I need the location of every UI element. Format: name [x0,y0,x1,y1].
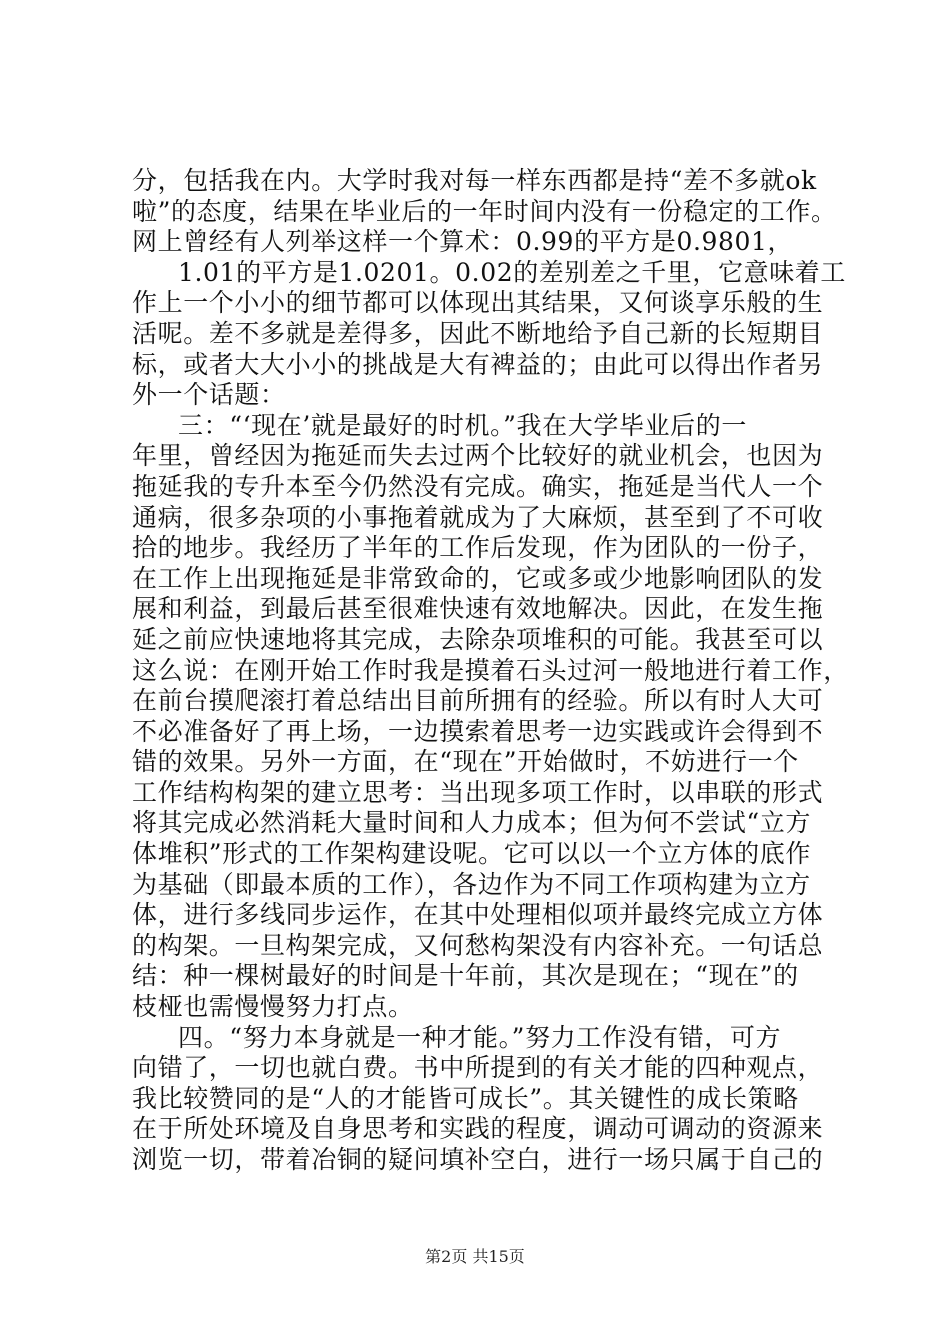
text-line: 活呢。差不多就是差得多，因此不断地给予自己新的长短期目 [132,318,824,348]
text-line: 错的效果。另外一方面，在“现在”开始做时，不妨进行一个 [132,747,799,777]
text-line: 这么说：在刚开始工作时我是摸着石头过河一般地进行着工作， [132,655,849,685]
text-line: 不必准备好了再上场，一边摸索着思考一边实践或许会得到不 [132,716,824,746]
text-line: 的构架。一旦构架完成，又何愁构架没有内容补充。一句话总 [132,930,824,960]
text-line: 体堆积”形式的工作架构建设呢。它可以以一个立方体的底作 [132,839,811,869]
text-line: 延之前应快速地将其完成，去除杂项堆积的可能。我甚至可以 [132,624,824,654]
text-line: 在工作上出现拖延是非常致命的，它或多或少地影响团队的发 [132,563,824,593]
text-line: 向错了，一切也就白费。书中所提到的有关才能的四种观点， [132,1053,824,1083]
text-line: 工作结构构架的建立思考：当出现多项工作时，以串联的形式 [132,777,824,807]
text-line: 作上一个小小的细节都可以体现出其结果，又何谈享乐般的生 [132,288,824,318]
text-line: 在前台摸爬滚打着总结出目前所拥有的经验。所以有时人大可 [132,686,824,716]
text-line: 浏览一切，带着冶铜的疑问填补空白，进行一场只属于自己的 [132,1145,824,1174]
text-line: 结：种一棵树最好的时间是十年前，其次是现在；“现在”的 [132,961,799,991]
text-line: 三：“‘现在’就是最好的时机。”我在大学毕业后的一 [178,410,747,440]
text-line: 1.01的平方是1.0201。0.02的差别差之千里，它意味着工 [178,257,847,287]
text-line: 展和利益，到最后甚至很难快速有效地解决。因此，在发生拖 [132,594,824,624]
text-line: 四。“努力本身就是一种才能。”努力工作没有错，可方 [178,1022,782,1052]
text-line: 标，或者大大小小的挑战是大有裨益的；由此可以得出作者另 [132,349,824,379]
text-line: 体，进行多线同步运作，在其中处理相似项并最终完成立方体 [132,900,824,930]
text-line: 将其完成必然消耗大量时间和人力成本；但为何不尝试“立方 [132,808,811,838]
text-line: 分，包括我在内。大学时我对每一样东西都是持“差不多就ok [132,166,817,195]
text-line: 啦”的态度，结果在毕业后的一年时间内没有一份稳定的工作。 [132,196,837,226]
text-line: 在于所处环境及自身思考和实践的程度，调动可调动的资源来 [132,1114,824,1144]
page-footer: 第2页 共15页 [425,1247,525,1266]
text-line: 年里，曾经因为拖延而失去过两个比较好的就业机会，也因为 [132,441,824,471]
text-line: 通病，很多杂项的小事拖着就成为了大麻烦，甚至到了不可收 [132,502,824,532]
text-line: 网上曾经有人列举这样一个算术：0.99的平方是0.9801， [132,227,794,257]
text-line: 外一个话题： [132,380,286,410]
text-line: 枝桠也需慢慢努力打点。 [132,992,414,1022]
text-line: 拖延我的专升本至今仍然没有完成。确实，拖延是当代人一个 [132,471,824,501]
body-text [132,166,849,1176]
text-line: 我比较赞同的是“人的才能皆可成长”。其关键性的成长策略 [132,1083,799,1113]
text-line: 为基础（即最本质的工作），各边作为不同工作项构建为立方 [132,869,811,899]
text-line: 拾的地步。我经历了半年的工作后发现，作为团队的一份子， [132,533,824,563]
